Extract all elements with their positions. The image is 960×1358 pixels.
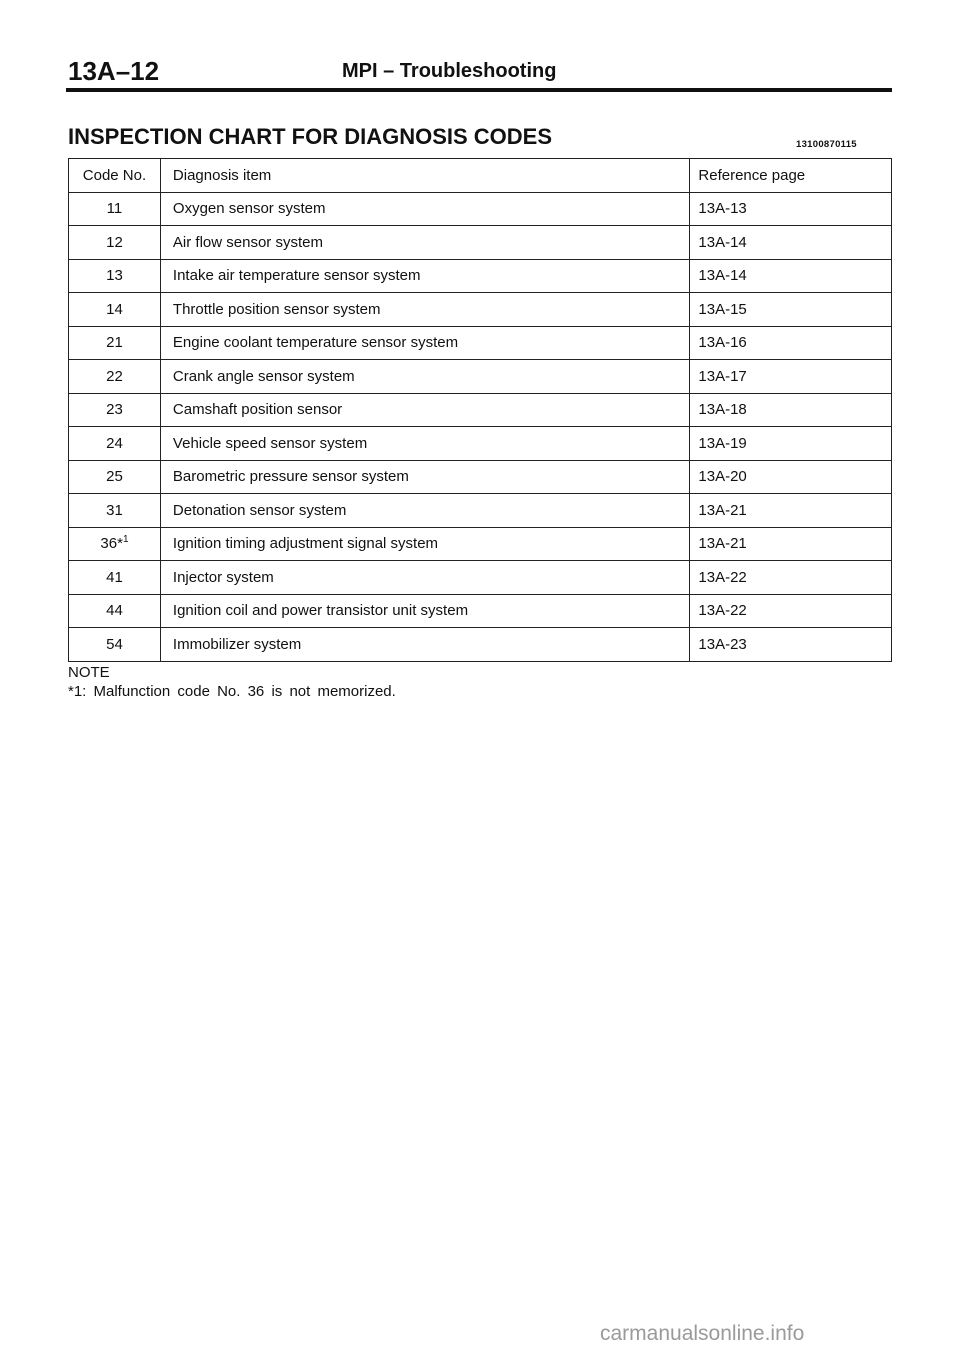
cell-reference-page: 13A-23	[690, 628, 892, 662]
cell-code	[69, 192, 161, 226]
code-value: 41	[106, 568, 123, 586]
table-row	[69, 192, 892, 226]
table-row	[69, 259, 892, 293]
note-text: *1: Malfunction code No. 36 is not memorized.	[68, 683, 396, 700]
code-value: 23	[106, 401, 123, 419]
cell-reference-page: 13A-14	[690, 226, 892, 260]
cell-diagnosis-item: Throttle position sensor system	[160, 293, 689, 327]
table-body	[69, 192, 892, 661]
cell-reference-page: 13A-22	[690, 561, 892, 595]
table-row	[69, 393, 892, 427]
table-row	[69, 460, 892, 494]
cell-code	[69, 594, 161, 628]
cell-diagnosis-item: Ignition timing adjustment signal system	[160, 527, 689, 561]
code-value: 44	[106, 602, 123, 620]
cell-diagnosis-item: Camshaft position sensor	[160, 393, 689, 427]
cell-diagnosis-item: Vehicle speed sensor system	[160, 427, 689, 461]
cell-diagnosis-item: Immobilizer system	[160, 628, 689, 662]
table-row	[69, 594, 892, 628]
table-row	[69, 527, 892, 561]
cell-reference-page: 13A-21	[690, 494, 892, 528]
cell-diagnosis-item: Ignition coil and power transistor unit system	[160, 594, 689, 628]
code-value: 21	[106, 334, 123, 352]
page-number: 13A–12	[68, 56, 160, 86]
cell-diagnosis-item: Air flow sensor system	[160, 226, 689, 260]
cell-code	[69, 393, 161, 427]
cell-diagnosis-item: Detonation sensor system	[160, 494, 689, 528]
code-value: 13	[106, 267, 123, 285]
cell-code	[69, 427, 161, 461]
cell-code	[69, 360, 161, 394]
note-label: NOTE	[68, 664, 110, 681]
cell-diagnosis-item: Oxygen sensor system	[160, 192, 689, 226]
header-title: MPI – Troubleshooting	[342, 60, 557, 82]
cell-reference-page: 13A-21	[690, 527, 892, 561]
cell-reference-page: 13A-15	[690, 293, 892, 327]
note-block	[68, 663, 396, 701]
table-row	[69, 561, 892, 595]
cell-diagnosis-item: Barometric pressure sensor system	[160, 460, 689, 494]
code-value: 54	[106, 635, 123, 653]
table-header-row	[69, 159, 892, 193]
header-diagnosis-item: Diagnosis item	[160, 159, 689, 193]
cell-reference-page: 13A-18	[690, 393, 892, 427]
watermark: carmanualsonline.info	[600, 1322, 805, 1345]
cell-reference-page: 13A-20	[690, 460, 892, 494]
code-value: 12	[106, 233, 123, 251]
cell-diagnosis-item: Injector system	[160, 561, 689, 595]
cell-code	[69, 561, 161, 595]
header-code: Code No.	[69, 159, 161, 193]
cell-code	[69, 527, 161, 561]
cell-reference-page: 13A-16	[690, 326, 892, 360]
cell-code	[69, 326, 161, 360]
code-value: 31	[106, 501, 123, 519]
footnote-marker: 1	[122, 534, 129, 546]
code-value: 24	[106, 434, 123, 452]
table-row	[69, 293, 892, 327]
header-rule	[66, 88, 892, 92]
table-row	[69, 360, 892, 394]
cell-code	[69, 226, 161, 260]
cell-code	[69, 259, 161, 293]
code-value: 25	[106, 468, 123, 486]
cell-reference-page: 13A-17	[690, 360, 892, 394]
cell-code	[69, 494, 161, 528]
cell-reference-page: 13A-14	[690, 259, 892, 293]
code-value: 11	[106, 200, 123, 218]
inspection-chart-table	[68, 158, 892, 662]
table-row	[69, 427, 892, 461]
section-title: INSPECTION CHART FOR DIAGNOSIS CODES	[68, 124, 553, 149]
table-row	[69, 226, 892, 260]
cell-code	[69, 293, 161, 327]
cell-diagnosis-item: Intake air temperature sensor system	[160, 259, 689, 293]
code-value: 36*	[100, 535, 123, 553]
cell-diagnosis-item: Crank angle sensor system	[160, 360, 689, 394]
cell-code	[69, 628, 161, 662]
cell-reference-page: 13A-13	[690, 192, 892, 226]
code-value: 14	[106, 300, 123, 318]
table-row	[69, 326, 892, 360]
header-reference-page: Reference page	[690, 159, 892, 193]
cell-code	[69, 460, 161, 494]
cell-diagnosis-item: Engine coolant temperature sensor system	[160, 326, 689, 360]
document-id: 13100870115	[796, 139, 857, 150]
code-value: 22	[106, 367, 123, 385]
cell-reference-page: 13A-19	[690, 427, 892, 461]
table-row	[69, 494, 892, 528]
cell-reference-page: 13A-22	[690, 594, 892, 628]
table-row	[69, 628, 892, 662]
